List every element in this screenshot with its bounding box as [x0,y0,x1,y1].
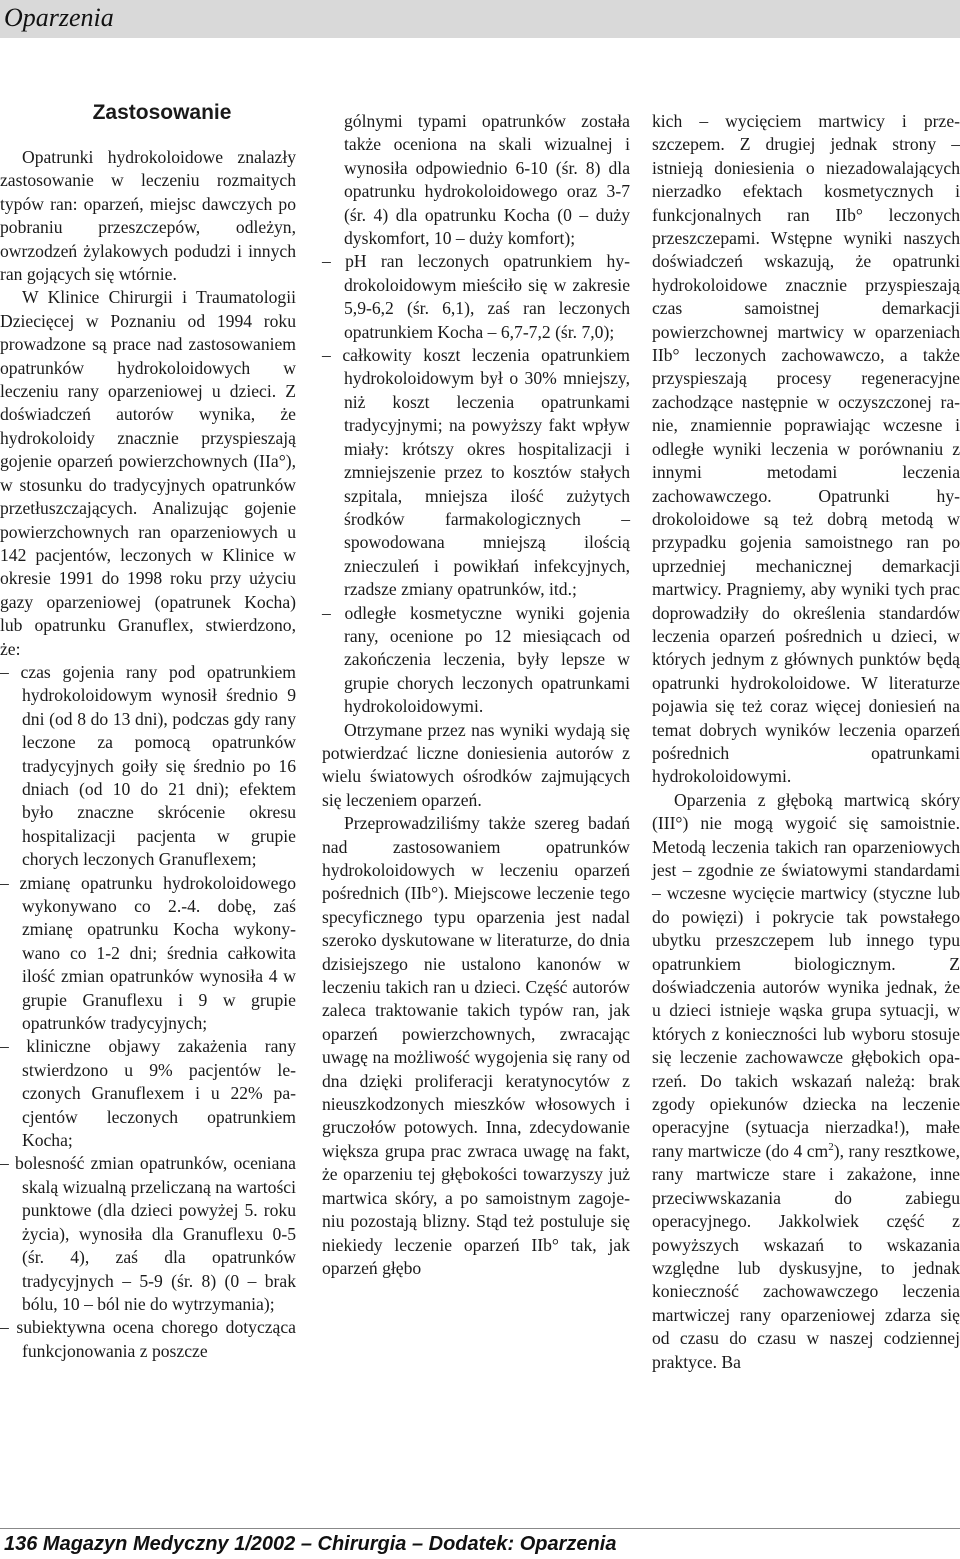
section-title: Zastosowanie [92,101,232,124]
page-footer: 136 Magazyn Medyczny 1/2002 – Chirurgia – Dodatek: Oparzenia [4,1533,617,1555]
list-item: – całkowity koszt leczenia opatrunkiem hydrokoloidowym był o 30% mniejszy, niż koszt leczenia opatrunkami tradycyjnymi; na powyższy fakt wpływ miały: krótszy okres hospitalizacji i zmniejszenie przez to kosztów stałych szpitala, mniejsza ilość zużytych środków farmakologicznych – spowodowana mniejszą ilością znieczuleń i powikłań infekcyjnych, rzadsze zmiany opatrunków, itd.; [322,345,630,600]
paragraph: Opatrunki hydrokoloidowe znalazły zastosowanie w leczeniu rozmaitych typów ran: oparzeń, miejsc dawczych po pobraniu przeszczepów, odleżyn, owrzodzeń żylakowych podudzi i innych ran gojących się wtórnie. [0,147,296,285]
paragraph-continuation: gólnymi typami opatrunków została także oceniona na skali wizualnej i wynosiła odpowiednio 6-10 (śr. 8) dla opatrunku hydrokoloidowego oraz 3-7 (śr. 4) dla opatrunku Kocha (0 – duży dyskomfort, 10 – duży komfort); [344,111,630,249]
paragraph: Przeprowadziliśmy także szereg badań nad zastosowaniem opatrunków hydrokoloidowych w leczeniu oparzeń pośrednich (IIb°). Miejscowe leczenie tego specyficznego typu oparzenia jest nadal szeroko dyskutowane w literaturze, do dnia dzisiejszego nie ustalono kanonów w leczeniu takich ran u dzieci. Część autorów zaleca traktowanie takich typów ran, jak oparzeń powierzchownych, zwracając uwagę na możliwość wygojenia się rany od dna dzięki proliferacji keratynocytów z nieuszkodzonych mieszków włosowych i gruczołów potowych. Inna, zdecydowanie większa grupa prac zwraca uwagę na fakt, że oparzeniu tej głębokości towarzyszy już martwica skóry, a po samoistnym zagojeniu pozostają blizny. Stąd też postuluje się niekiedy leczenie oparzeń IIb° tak, jak oparzeń głębo [322,813,630,1278]
findings-list [0,661,296,1363]
paragraph-continuation: kich – wycięciem martwicy i przeszczepem. Z drugiej jednak strony – istnieją doniesienia o niezadowalających nierzadko efektach kosmetycznych i funkcjonalnych ran IIb° leczonych przeszczepami. Wstępne wyniki naszych doświadczeń wskazują, że opatrunki hydrokoloidowe znacznie przyspieszają czas samoistnej demarkacji powierzchownej martwicy w oparzeniach IIb° leczonych zachowawczo, a także przyspieszają procesy regeneracyjne zachodzące następnie w oczyszczonej ranie, znamiennie poprawiając wczesne i odległe wyniki leczenia w porównaniu z innymi metodami leczenia zachowawczego. Opatrunki hydrokoloidowe są też dobrą metodą w przypadku gojenia samoistnego ran po uprzedniej mechanicznej demarkacji martwicy. Pragniemy, aby wyniki tych prac doprowadziły do określenia standardów leczenia oparzeń pośrednich u dzieci, w których jednym z głównych punktów będą opatrunki hydrokoloidowe. W literaturze pojawia się też coraz więcej doniesień na temat dobrych wyników leczenia oparzeń pośrednich opatrunkami hydrokoloidowymi. [652,111,960,787]
column-3 [652,110,960,1374]
paragraph-text-b: ), rany resztkowe, rany martwicze stare i zakażone, inne przeciwwskazania do zabiegu operacyjnego. Jakkolwiek część z powyższych wskazań to wskazania względne lub dyskusyjne, to jednak konieczność zachowawczego leczenia martwiczej rany oparzeniowej zdarza się od czasu do czasu w naszej codziennej praktyce. Ba [652,1140,960,1372]
paragraph-text-a: Oparzenia z głęboką martwicą skóry (III°) nie mogą wygoić się samoistnie. Metodą leczenia takich ran oparzeniowych jest – zgodnie ze światowymi standardami – wczesne wycięcie martwicy (styczne lub do powięzi) i pokrycie tak powstałego ubytku przeszczepem lub innego typu opatrunkiem biologicznym. Z doświadczenia autorów wynika jednak, że u dzieci istnieje wąska grupa sytuacji, w których z konieczności lub wyboru stosuje się leczenie zachowawcze głębokich oparzeń. Do takich wskazań należą: brak zgody opiekunów dziecka na leczenie operacyjne (sytuacja nierzadka!), małe rany martwicze (do 4 cm [652,789,960,1161]
superscript: 2 [828,1141,834,1154]
list-item: – subiektywna ocena chorego dotycząca funkcjonowania z poszcze [0,1317,296,1361]
list-item: – zmianę opatrunku hydrokoloidowego wykonywano co 2.-4. dobę, zaś zmianę opatrunku Kocha wykonywano co 1-2 dni; średnia całkowita ilość zmian opatrunków wynosiła 4 w grupie Granuflexu i 9 w grupie opatrunków tradycyjnych; [0,872,296,1034]
paragraph: W Klinice Chirurgii i Traumatologii Dziecięcej w Poznaniu od 1994 roku prowadzone są prace nad zastosowaniem opatrunków hydrokoloidowych w leczeniu rany oparzeniowej u dzieci. Z doświadczeń autorów wynika, że hydrokoloidy znacznie przyspieszają gojenie oparzeń powierzchownych (IIa°), w stosunku do tradycyjnych opatrunków przetłuszczających. Analizując gojenie powierzchownych ran oparzeniowych u 142 pacjentów, leczonych w Klinice w okresie 1991 do 1998 roku przy użyciu gazy oparzeniowej (opatrunek Kocha) lub opatrunku Granuflex, stwierdzono, że: [0,287,296,659]
list-item: – czas gojenia rany pod opatrunkiem hydrokoloidowym wynosił średnio 9 dni (od 8 do 13 dni), podczas gdy rany leczone za pomocą opatrunków tradycyjnych goiły się średnio po 16 dniach (od 10 do 21 dni); efektem było znaczne skrócenie okresu hospitalizacji pacjenta w grupie chorych leczonych Granuflexem; [0,661,296,870]
paragraph [652,789,960,1374]
paragraph: Otrzymane przez nas wyniki wydają się potwierdzać liczne doniesienia autorów z wielu światowych ośrodków zajmujących się leczeniem oparzeń. [322,719,630,810]
column-1 [0,100,296,1363]
list-item: – kliniczne objawy zakażenia rany stwierdzono u 9% pacjentów leczonych Granuflexem i u 22% pacjentów leczonych opatrunkiem Kocha; [0,1036,296,1151]
column-2 [322,110,630,1280]
header-band [0,0,960,38]
page-header-title: Oparzenia [4,3,114,32]
findings-list-continued [322,250,630,718]
footer-divider [0,1528,960,1529]
list-item: – odległe kosmetyczne wyniki gojenia rany, ocenione po 12 miesiącach od zakończenia leczenia, były lepsze w grupie chorych leczonych opatrunkami hydrokoloidowymi. [322,602,630,717]
list-item: – pH ran leczonych opatrunkiem hydrokoloidowym mieściło się w zakresie 5,9-6,2 (śr. 6,1), zaś ran leczonych opatrunkiem Kocha – 6,7-7,2 (śr. 7,0); [322,251,630,342]
list-item: – bolesność zmian opatrunków, oceniana skalą wizualną przeliczaną na wartości punktowe (dla dzieci powyżej 5. roku życia), wynosiła dla Granuflexu 0-5 (śr. 4), zaś dla opatrunków tradycyjnych – 5-9 (śr. 8) (0 – brak bólu, 10 – ból nie do wytrzymania); [0,1153,296,1314]
